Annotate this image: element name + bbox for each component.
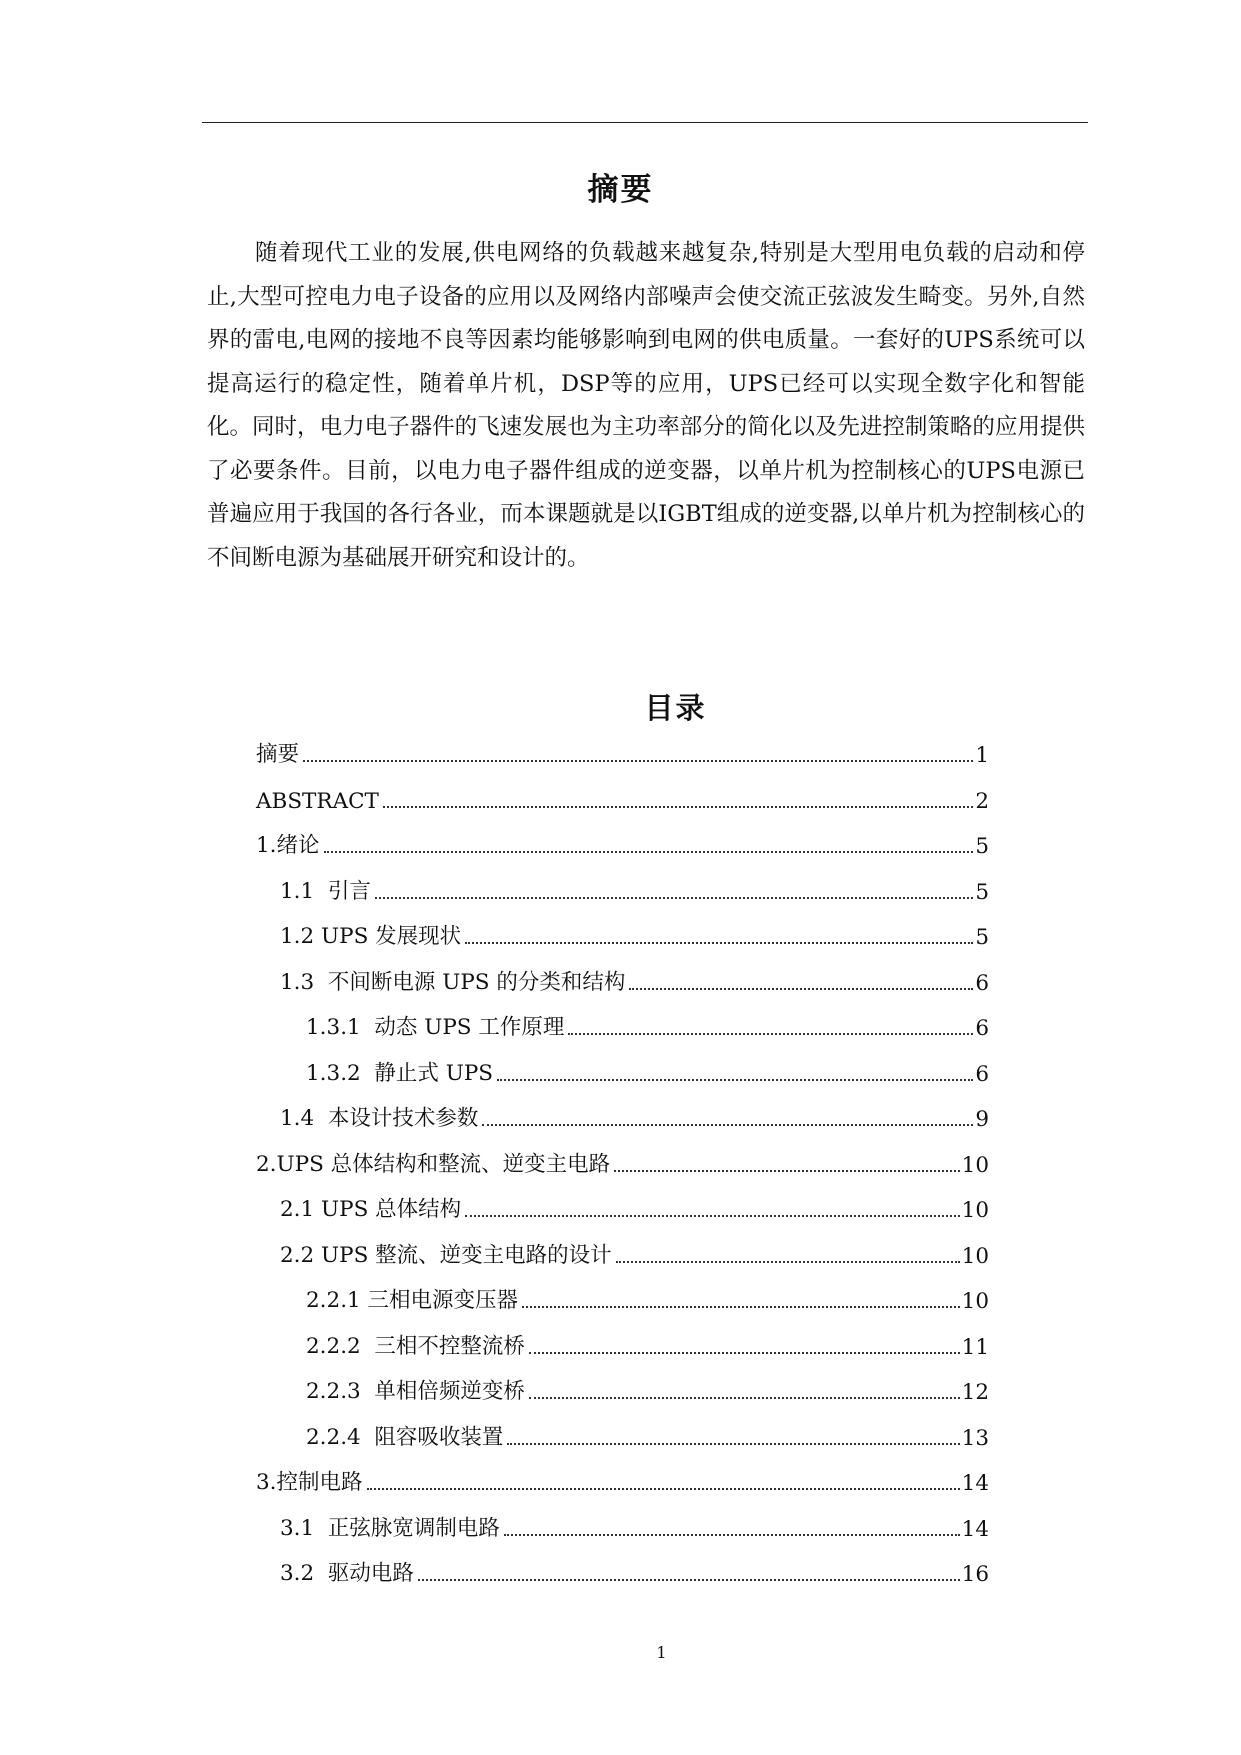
toc-entry-title: 1.3 不间断电源 UPS 的分类和结构	[280, 969, 626, 995]
toc-entry[interactable]	[280, 1189, 989, 1223]
toc-leader-dots	[324, 850, 974, 853]
toc-entry-page: 10	[961, 1243, 989, 1269]
toc-leader-dots	[529, 1351, 960, 1354]
toc-entry-page: 10	[961, 1198, 989, 1223]
toc-entry-page: 6	[975, 1061, 989, 1087]
toc-entry-title: 3.2 驱动电路	[280, 1561, 414, 1586]
toc-entry-title: 2.2.3 单相倍频逆变桥	[306, 1379, 525, 1404]
toc-entry[interactable]	[280, 871, 989, 905]
toc-entry[interactable]	[306, 1371, 989, 1405]
toc-entry-title: 2.2.1 三相电源变压器	[306, 1288, 519, 1313]
toc-heading: 目录	[644, 691, 707, 725]
toc-entry[interactable]	[306, 1326, 989, 1360]
toc-entry[interactable]	[256, 734, 989, 768]
toc-entry-page: 13	[961, 1425, 989, 1451]
toc-entry-page: 14	[961, 1471, 989, 1496]
toc-entry-page: 11	[961, 1334, 989, 1360]
toc-entry-page: 6	[975, 970, 989, 996]
toc-leader-dots	[529, 1396, 960, 1399]
toc-entry-title: 2.1 UPS 总体结构	[280, 1197, 462, 1222]
toc-leader-dots	[375, 896, 973, 899]
toc-entry-title: 3.1 正弦脉宽调制电路	[280, 1515, 500, 1541]
toc-entry-title: 1.3.2 静止式 UPS	[306, 1060, 494, 1086]
toc-entry[interactable]	[306, 1053, 989, 1087]
toc-entry[interactable]	[280, 1098, 989, 1132]
toc-entry-page: 1	[975, 743, 989, 768]
toc-entry[interactable]	[280, 1553, 989, 1587]
header-rule	[202, 122, 1088, 123]
toc-entry-title: 1.2 UPS 发展现状	[280, 924, 462, 949]
toc-entry[interactable]	[280, 1508, 989, 1542]
toc-entry-page: 10	[961, 1152, 989, 1178]
toc-leader-dots	[383, 805, 973, 808]
toc-entry-page: 6	[975, 1016, 989, 1041]
toc-entry[interactable]	[306, 1007, 989, 1041]
toc-entry-title: 3.控制电路	[256, 1470, 363, 1495]
toc-entry-title: 2.UPS 总体结构和整流、逆变主电路	[256, 1151, 611, 1177]
toc-leader-dots	[507, 1442, 959, 1445]
toc-entry-title: 摘要	[256, 742, 300, 767]
toc-entry[interactable]	[280, 916, 989, 950]
abstract-body: 随着现代工业的发展,供电网络的负载越来越复杂,特别是大型用电负载的启动和停止,大型可控电力电子设备的应用以及网络内部噪声会使交流正弦波发生畸变。另外,自然界的雷电,电网的接地不良等因素均能够影响到电网的供电质量。一套好的UPS系统可以提高运行的稳定性，随着单片机，DSP等的应用，UPS已经可以实现全数字化和智能化。同时，电力电子器件的飞速发展也为主功率部分的简化以及先进控制策略的应用提供了必要条件。目前，以电力电子器件组成的逆变器，以单片机为控制核心的UPS电源已普遍应用于我国的各行各业，而本课题就是以IGBT组成的逆变器,以单片机为控制核心的不间断电源为基础展开研究和设计的。	[207, 240, 1085, 571]
toc-entry-page: 5	[975, 879, 989, 905]
toc-leader-dots	[504, 1533, 960, 1536]
toc-entry[interactable]	[256, 1462, 989, 1496]
toc-entry-page: 16	[961, 1562, 989, 1587]
toc-entry-title: 1.1 引言	[280, 878, 371, 904]
toc-leader-dots	[465, 941, 973, 944]
toc-leader-dots	[616, 1260, 960, 1263]
toc-entry[interactable]	[256, 780, 989, 814]
toc-entry-page: 14	[961, 1516, 989, 1542]
toc-leader-dots	[568, 1032, 973, 1035]
toc-entry[interactable]	[256, 1144, 989, 1178]
toc-leader-dots	[465, 1214, 959, 1217]
toc-entry-title: ABSTRACT	[256, 788, 379, 814]
toc-leader-dots	[522, 1305, 960, 1308]
toc-entry-title: 2.2.4 阻容吸收装置	[306, 1424, 504, 1450]
page-number: 1	[656, 1643, 667, 1662]
toc-entry-page: 5	[975, 834, 989, 859]
toc-entry-title: 1.绪论	[256, 833, 320, 858]
abstract-heading: 摘要	[587, 172, 654, 208]
toc-entry-page: 2	[975, 788, 989, 814]
toc-entry-title: 2.2 UPS 整流、逆变主电路的设计	[280, 1242, 612, 1268]
toc-leader-dots	[614, 1169, 959, 1172]
toc-leader-dots	[629, 987, 973, 990]
toc-entry-page: 10	[961, 1289, 989, 1314]
toc-entry-page: 5	[975, 925, 989, 950]
toc-entry-title: 2.2.2 三相不控整流桥	[306, 1333, 525, 1359]
toc-entry-title: 1.3.1 动态 UPS 工作原理	[306, 1015, 565, 1040]
toc-entry[interactable]	[306, 1280, 989, 1314]
toc-leader-dots	[418, 1578, 960, 1581]
toc-leader-dots	[482, 1123, 973, 1126]
toc-leader-dots	[497, 1078, 973, 1081]
toc-entry[interactable]	[280, 1235, 989, 1269]
toc-leader-dots	[303, 759, 973, 762]
toc-entry-title: 1.4 本设计技术参数	[280, 1106, 479, 1131]
toc-entry-page: 9	[975, 1107, 989, 1132]
toc-entry-page: 12	[961, 1380, 989, 1405]
toc-leader-dots	[367, 1487, 960, 1490]
toc-entry[interactable]	[256, 825, 989, 859]
toc-entry[interactable]	[280, 962, 989, 996]
toc-entry[interactable]	[306, 1417, 989, 1451]
